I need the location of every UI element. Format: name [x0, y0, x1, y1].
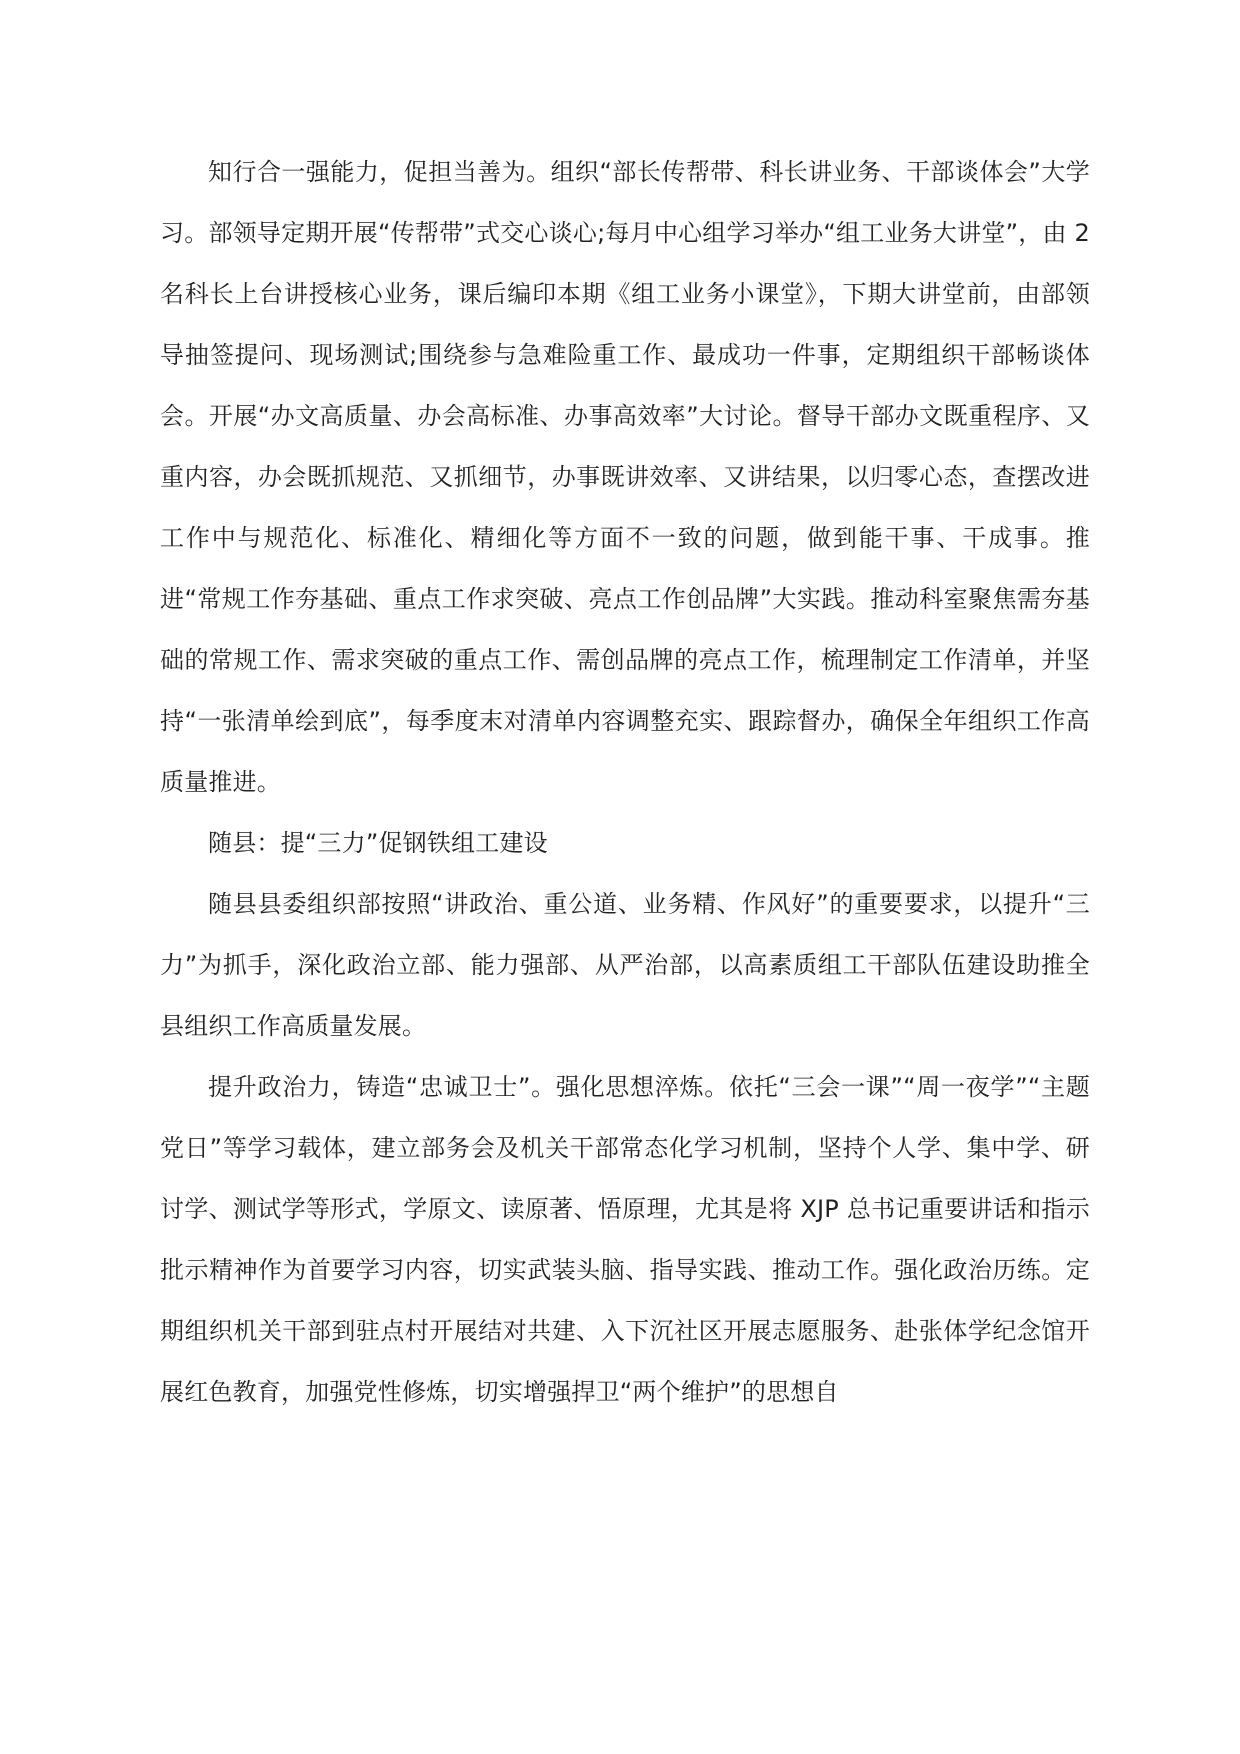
document-body: [160, 142, 1090, 1423]
section-heading-suixian: 随县：提“三力”促钢铁组工建设: [208, 829, 548, 857]
paragraph-suixian-intro: 随县县委组织部按照“讲政治、重公道、业务精、作风好”的重要要求，以提升“三力”为抓手，深化政治立部、能力强部、从严治部，以高素质组工干部队伍建设助推全县组织工作高质量发展。: [160, 890, 1090, 1040]
paragraph-political-power: 提升政治力，铸造“忠诚卫士”。强化思想淬炼。依托“三会一课”“周一夜学”“主题党日”等学习载体，建立部务会及机关干部常态化学习机制，坚持个人学、集中学、研讨学、测试学等形式，学原文、读原著、悟原理，尤其是将 XJP 总书记重要讲话和指示批示精神作为首要学习内容，切实武装头脑、指导实践、推动工作。强化政治历练。定期组织机关干部到驻点村开展结对共建、入下沉社区开展志愿服务、赴张体学纪念馆开展红色教育，加强党性修炼，切实增强捍卫“两个维护”的思想自: [160, 1073, 1090, 1406]
paragraph-zhixingheyi: 知行合一强能力，促担当善为。组织“部长传帮带、科长讲业务、干部谈体会”大学习。部领导定期开展“传帮带”式交心谈心;每月中心组学习举办“组工业务大讲堂”，由 2 名科长上台讲授核心业务，课后编印本期《组工业务小课堂》，下期大讲堂前，由部领导抽签提问、现场测试;围绕参与急难险重工作、最成功一件事，定期组织干部畅谈体会。开展“办文高质量、办会高标准、办事高效率”大讨论。督导干部办文既重程序、又重内容，办会既抓规范、又抓细节，办事既讲效率、又讲结果，以归零心态，查摆改进工作中与规范化、标准化、精细化等方面不一致的问题，做到能干事、干成事。推进“常规工作夯基础、重点工作求突破、亮点工作创品牌”大实践。推动科室聚焦需夯基础的常规工作、需求突破的重点工作、需创品牌的亮点工作，梳理制定工作清单，并坚持“一张清单绘到底”，每季度末对清单内容调整充实、跟踪督办，确保全年组织工作高质量推进。: [160, 158, 1090, 796]
